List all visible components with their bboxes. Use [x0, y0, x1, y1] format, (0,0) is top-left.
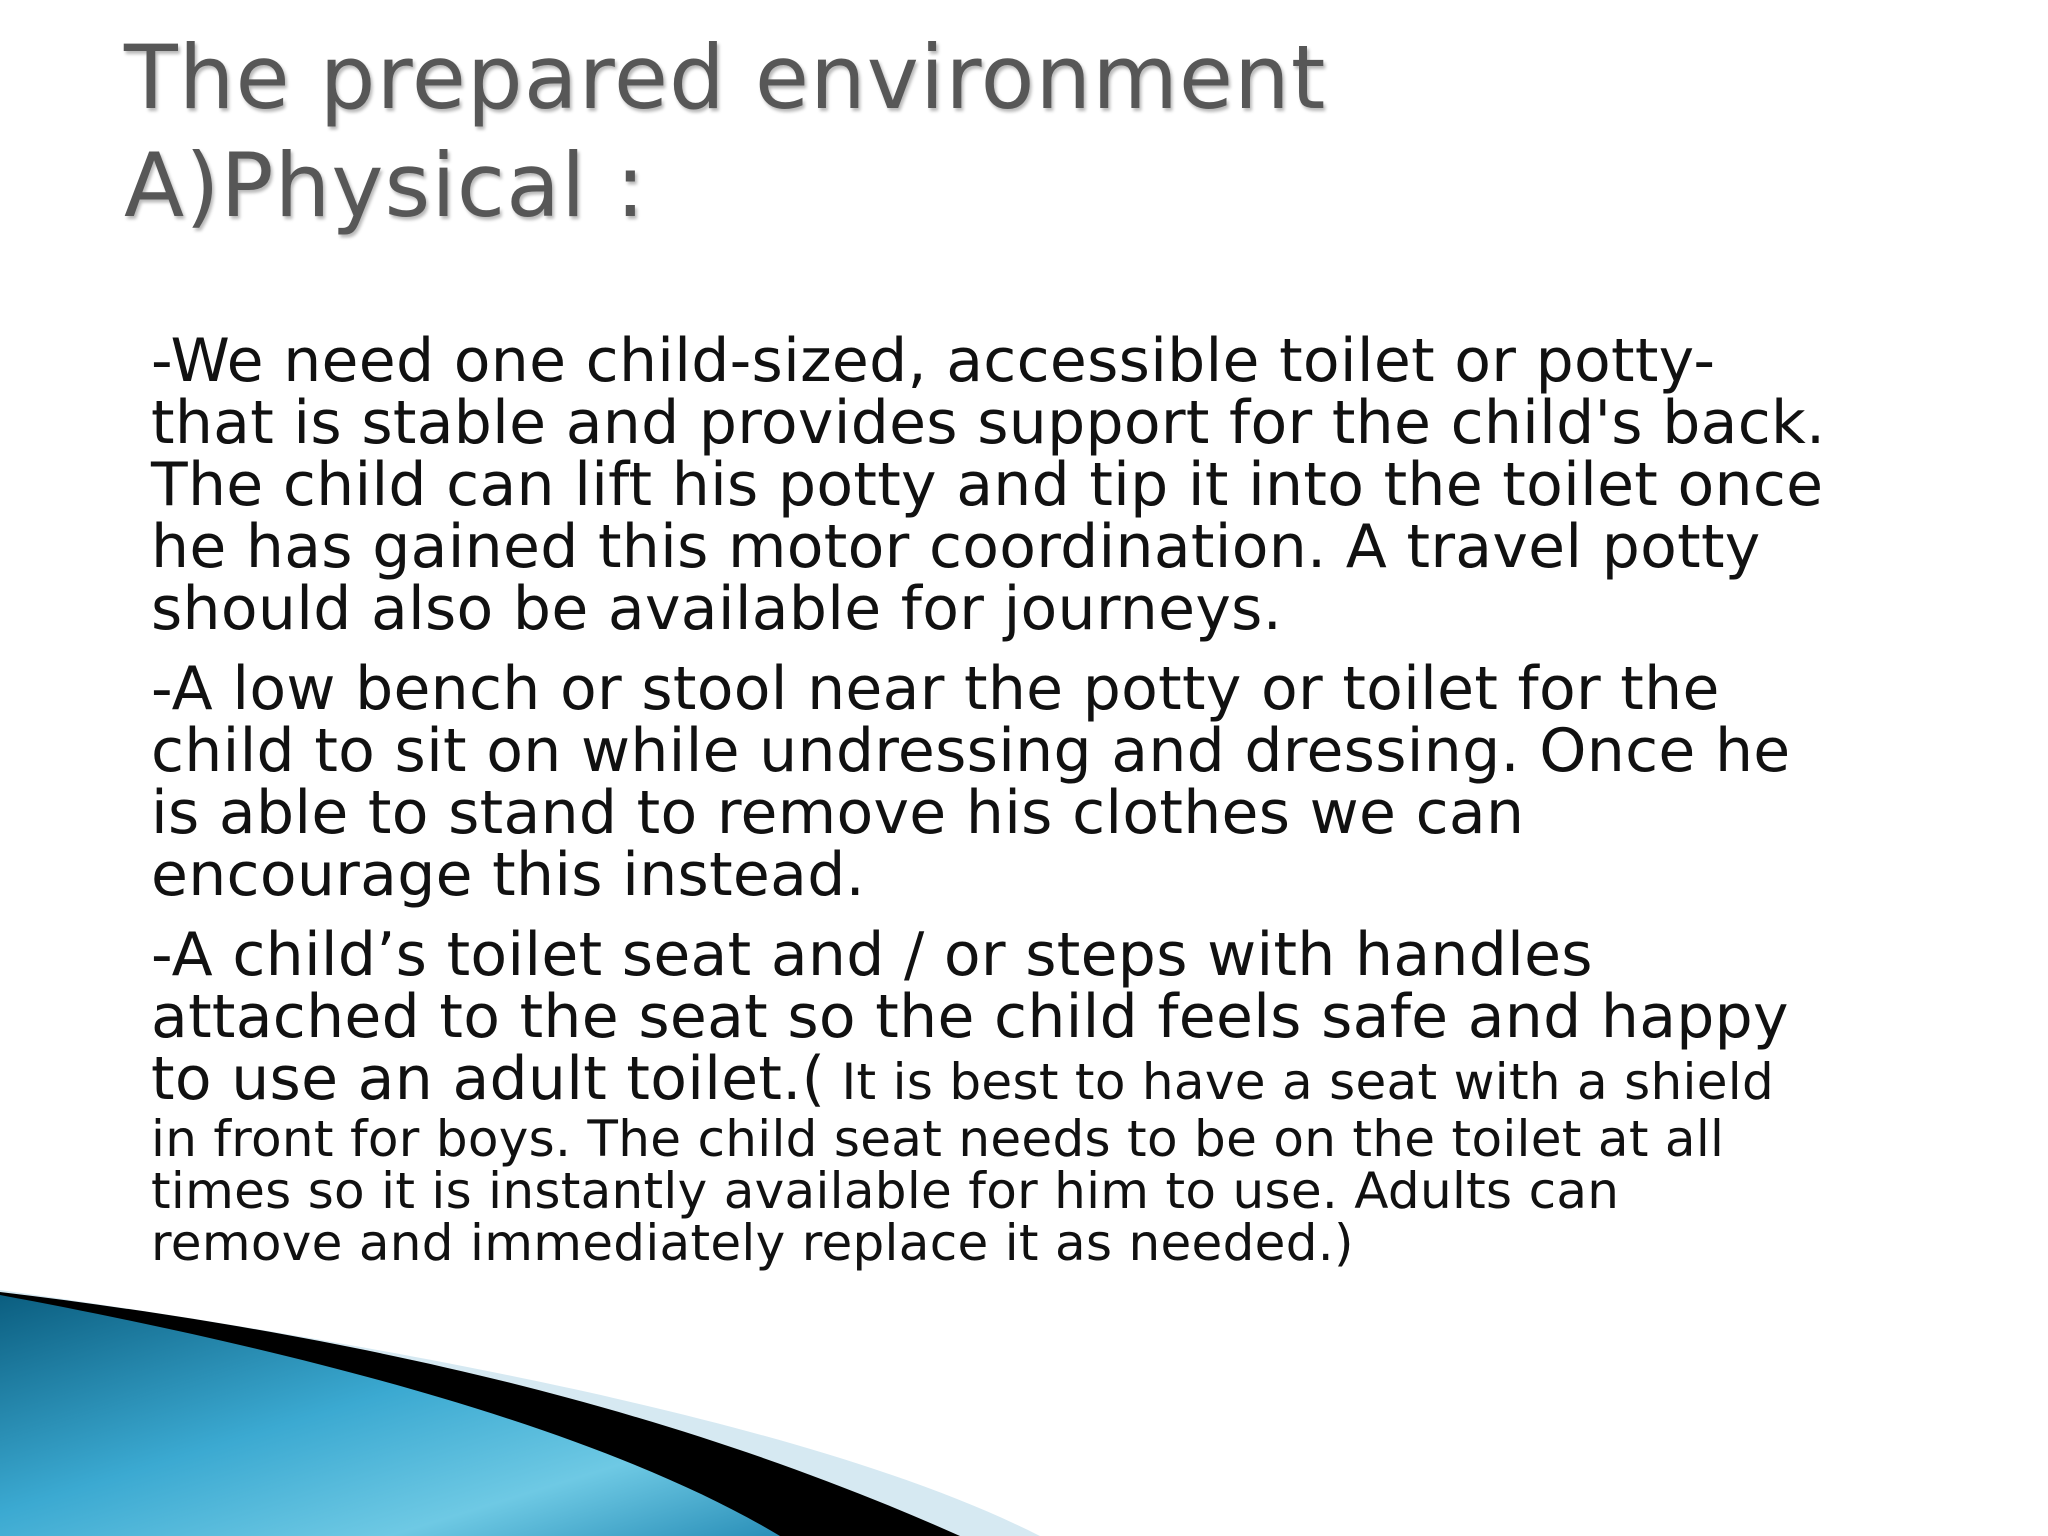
mixed-size-line — [151, 1044, 1951, 1114]
body-line: -A low bench or stool near the potty or toilet for the — [151, 654, 1720, 724]
paragraph-bench — [151, 654, 1951, 910]
body-line: should also be available for journeys. — [151, 574, 1283, 644]
pale-blue-stripe — [0, 1290, 1040, 1536]
slide-body — [151, 326, 1951, 1272]
body-line: child to sit on while undressing and dressing. Once he — [151, 716, 1791, 786]
paragraph-toilet-seat — [151, 920, 1951, 1272]
title-line-1: The prepared environment — [124, 26, 1327, 129]
body-line: he has gained this motor coordination. A travel potty — [151, 512, 1761, 582]
body-line: -A child’s toilet seat and / or steps with handles — [151, 920, 1593, 990]
black-stripe — [0, 1292, 960, 1536]
body-line: attached to the seat so the child feels safe and happy — [151, 982, 1789, 1052]
body-line: that is stable and provides support for the child's back. — [151, 388, 1826, 458]
small-body-line: remove and immediately replace it as needed.) — [151, 1214, 1354, 1272]
body-line: encourage this instead. — [151, 840, 865, 910]
small-body-line: in front for boys. The child seat needs to be on the toilet at all — [151, 1110, 1725, 1168]
paragraph-potty — [151, 326, 1951, 644]
body-line: is able to stand to remove his clothes we can — [151, 778, 1525, 848]
small-text-segment: It is best to have a seat with a shield — [825, 1053, 1774, 1111]
title-line-2: A)Physical : — [124, 134, 647, 237]
blue-gradient-wave — [0, 1295, 780, 1536]
small-body-line: times so it is instantly available for him to use. Adults can — [151, 1162, 1620, 1220]
body-line: -We need one child-sized, accessible toilet or potty- — [151, 326, 1716, 396]
slide-title — [124, 24, 1924, 240]
large-text-segment: to use an adult toilet.( — [151, 1044, 826, 1114]
body-line: The child can lift his potty and tip it into the toilet once — [151, 450, 1824, 520]
